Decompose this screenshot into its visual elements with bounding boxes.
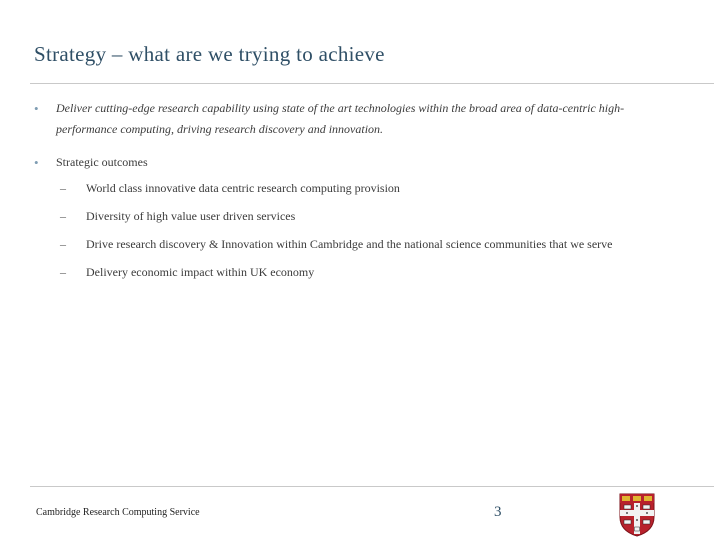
slide-title: Strategy – what are we trying to achieve bbox=[34, 42, 385, 66]
sub-bullet-text: Delivery economic impact within UK economy bbox=[86, 265, 315, 279]
bullet-item bbox=[34, 98, 684, 140]
footer-divider bbox=[30, 486, 714, 487]
sub-bullet-text: Diversity of high value user driven services bbox=[86, 209, 296, 223]
bullet-text: Strategic outcomes bbox=[56, 155, 148, 169]
sub-bullet-item bbox=[60, 264, 684, 280]
bullet-item bbox=[34, 152, 684, 280]
sub-bullet-item bbox=[60, 208, 684, 224]
dash-marker-icon: – bbox=[60, 181, 66, 195]
dash-marker-icon: – bbox=[60, 209, 66, 223]
bullet-marker-icon: • bbox=[34, 155, 39, 170]
page-number: 3 bbox=[494, 504, 502, 520]
sub-bullet-list bbox=[56, 180, 684, 280]
sub-bullet-item bbox=[60, 180, 684, 196]
title-divider bbox=[30, 83, 714, 84]
bullet-text: Deliver cutting-edge research capability using state of the art technologies within the broad area of data-centric high-performance computing, driving research discovery and innovation. bbox=[56, 101, 625, 136]
bullet-marker-icon: • bbox=[34, 101, 39, 116]
university-crest-icon bbox=[619, 493, 655, 537]
sub-bullet-text: Drive research discovery & Innovation within Cambridge and the national science communities that we serve bbox=[86, 237, 613, 251]
dash-marker-icon: – bbox=[60, 265, 66, 279]
dash-marker-icon: – bbox=[60, 237, 66, 251]
sub-bullet-item bbox=[60, 236, 684, 252]
sub-bullet-text: World class innovative data centric research computing provision bbox=[86, 181, 400, 195]
bullet-list bbox=[34, 98, 684, 280]
footer-organization: Cambridge Research Computing Service bbox=[36, 507, 200, 518]
